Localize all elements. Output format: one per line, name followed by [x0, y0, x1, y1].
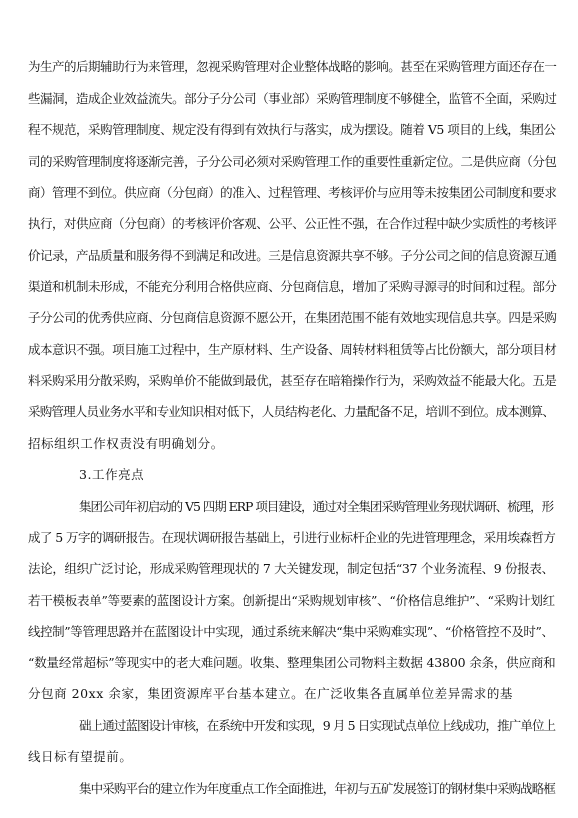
text-line: 招标组织工作权责没有明确划分。: [28, 436, 224, 451]
text-line: 若干模板表单”等要素的蓝图设计方案。创新提出“采购规划审核”、“价格信息维护”、“采购计划红: [28, 593, 555, 608]
text-line: “数量经常超标”等现实中的老大难问题。收集、整理集团公司物料主数据 43800 余条，供应商和: [28, 655, 556, 670]
text-line: 料采购采用分散采购，采购单价不能做到最优，甚至存在暗箱操作行为，采购效益不能最大化。五是: [28, 373, 557, 388]
text-line: 商）管理不到位。供应商（分包商）的准入、过程管理、考核评价与应用等未按集团公司制度和要求: [28, 185, 557, 200]
text-line: 司的采购管理制度将逐渐完善，子分公司必须对采购管理工作的重要性重新定位。二是供应商（分包: [28, 154, 557, 169]
text-line: 分包商 20xx 余家，集团资源库平台基本建立。在广泛收集各直属单位差异需求的基: [28, 686, 513, 701]
text-line: 渠道和机制未形成，不能充分利用合格供应商、分包商信息，增加了采购寻源寻的时间和过程。部分: [28, 279, 557, 294]
text-line: 集中采购平台的建立作为年度重点工作全面推进，年初与五矿发展签订的钢材集中采购战略框: [79, 781, 556, 796]
text-line: 些漏洞，造成企业效益流失。部分子分公司（事业部）采购管理制度不够健全，监管不全面，采购过: [28, 91, 557, 106]
text-line: 法论，组织广泛讨论，形成采购管理现状的 7 大关键发现，制定包括“37 个业务流程、9 份报表、: [28, 561, 554, 576]
text-line: 子分公司的优秀供应商、分包商信息资源不愿公开，在集团范围不能有效地实现信息共享。四是采购: [28, 310, 557, 325]
section-heading: 3.工作亮点: [79, 467, 145, 482]
text-line: 采购管理人员业务水平和专业知识相对低下，人员结构老化、力量配备不足，培训不到位。成本测算、: [28, 404, 555, 419]
text-line: 价记录，产品质量和服务得不到满足和改进。三是信息资源共享不够。子分公司之间的信息资源互通: [28, 248, 557, 263]
text-line: 为生产的后期辅助行为来管理，忽视采购管理对企业整体战略的影响。甚至在采购管理方面还存在一: [28, 59, 557, 74]
text-line: 础上通过蓝图设计审核，在系统中开发和实现，9 月 5 日实现试点单位上线成功，推广单位上: [79, 718, 556, 733]
text-line: 程不规范，采购管理制度、规定没有得到有效执行与落实，成为摆设。随着 V5 项目的上线，集团公: [28, 122, 556, 137]
text-line: 成本意识不强。项目施工过程中，生产原材料、生产设备、周转材料租赁等占比份额大，部分项目材: [28, 342, 557, 357]
text-line: 集团公司年初启动的 V5 四期 ERP 项目建设，通过对全集团采购管理业务现状调研、梳理，形: [79, 499, 554, 514]
text-line: 线日标有望提前。: [28, 749, 133, 764]
text-line: 成了 5 万字的调研报告。在现状调研报告基础上，引进行业标杆企业的先进管理理念，采用埃森哲方: [28, 530, 556, 545]
text-line: 执行，对供应商（分包商）的考核评价客观、公平、公正性不强，在合作过程中缺少实质性的考核评: [28, 216, 557, 231]
text-line: 线控制”等管理思路并在蓝图设计中实现，通过系统来解决“集中采购难实现”、“价格管控不及时”、: [28, 624, 554, 639]
